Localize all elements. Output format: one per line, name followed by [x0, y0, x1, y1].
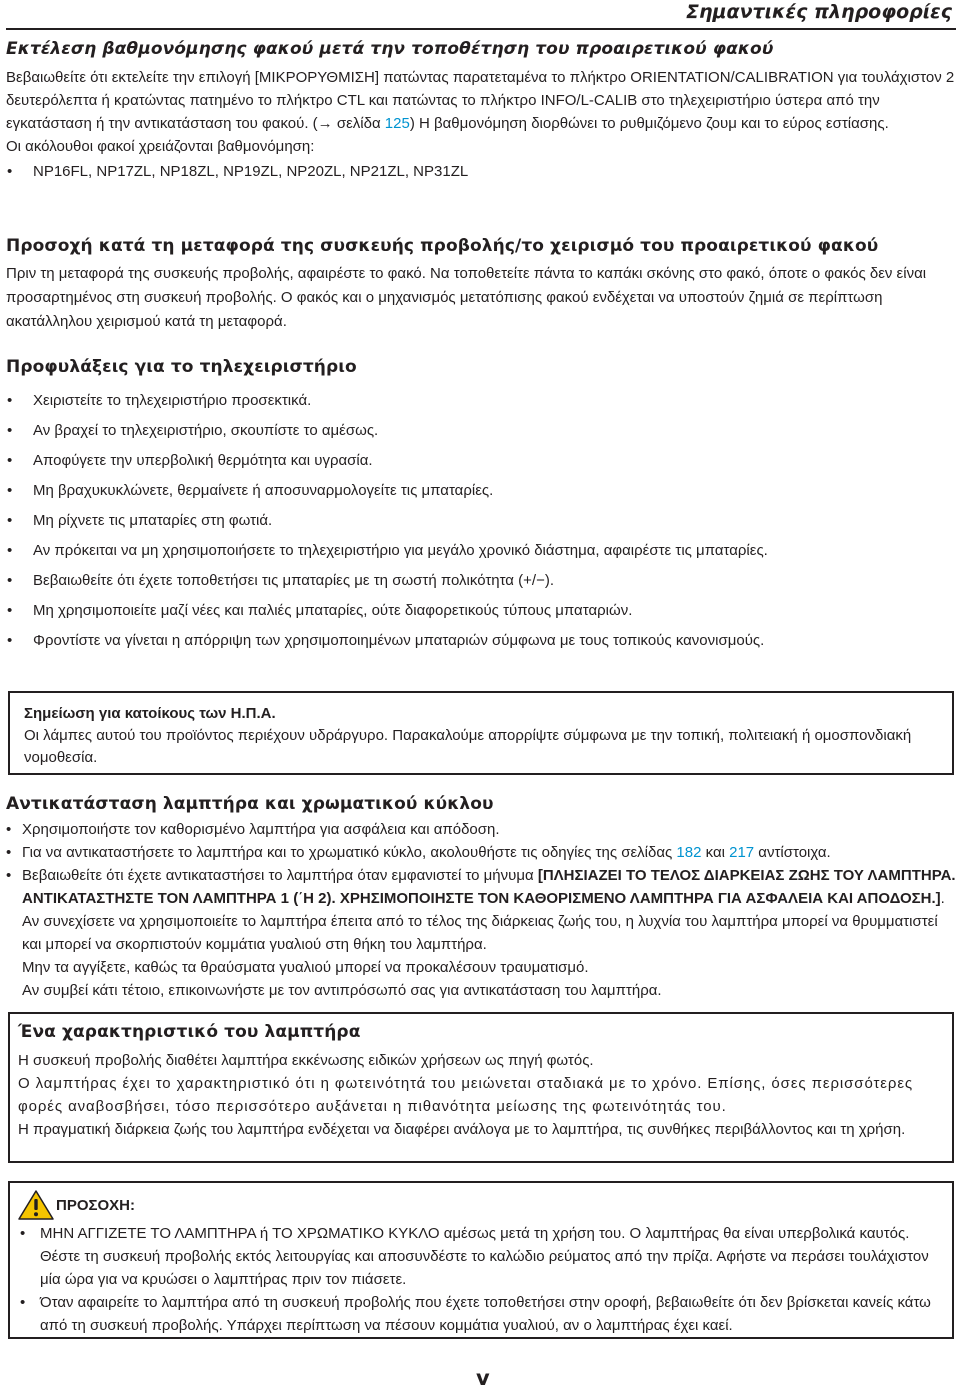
- header-rule: [6, 28, 956, 30]
- lamp-replacement-item: [6, 841, 956, 864]
- page-header-title: Σημαντικές πληροφορίες: [686, 1, 952, 23]
- remote-item: • Φροντίστε να γίνεται η απόρριψη των χρησιμοποιημένων μπαταριών σύμφωνα με τους τοπικούς κανονισμούς.: [6, 626, 956, 656]
- remote-item: • Μη χρησιμοποιείτε μαζί νέες και παλιές μπαταρίες, ούτε διαφορετικούς τύπους μπαταριών.: [6, 596, 956, 626]
- remote-item: • Αποφύγετε την υπερβολική θερμότητα και υγρασία.: [6, 446, 956, 476]
- lamp-replacement-text: Για να αντικαταστήσετε το λαμπτήρα και το χρωματικό κύκλο, ακολουθήστε τις οδηγίες της σελίδας: [22, 844, 677, 861]
- calibration-lenses-intro: Οι ακόλουθοι φακοί χρειάζονται βαθμονόμηση:: [6, 138, 315, 155]
- caution-header: [18, 1191, 944, 1219]
- transport-text: Πριν τη μεταφορά της συσκευής προβολής, αφαιρέστε το φακό. Να τοποθετείτε πάντα το καπάκι σκόνης στο φακό, όποτε ο φακός δεν είναι προσαρτημένος στη συσκευή προβολής. Ο φακός και ο μηχανισμός μετατόπισης φακού ενδέχεται να υποστούν ζημιά σε περίπτωση ακατάλληλου χειρισμού κατά τη μεταφορά.: [6, 265, 927, 330]
- lamp-replacement-list: [6, 818, 956, 956]
- lamp-replacement-text: αντίστοιχα.: [754, 844, 831, 861]
- remote-list: [6, 386, 956, 656]
- calibration-text-a: Βεβαιωθείτε ότι εκτελείτε την επιλογή [ΜΙΚΡΟΡΥΘΜΙΣΗ] πατώντας παρατεταμένα το πλήκτρο ORIENTATION/CALIBRATION για τουλάχιστον 2 δευτερόλεπτα ή κρατώντας πατημένο το πλήκτρο CTL και πατώντας το πλήκτρο INFO/L-CALIB στο τηλεχειριστήριο ύστερα από την εγκατάσταση ή την αντικατάσταση του φακού. (→ σελίδα: [6, 69, 955, 132]
- lamp-replacement-heading: Αντικατάσταση λαμπτήρα και χρωματικού κύκλου: [6, 794, 494, 814]
- lamp-feature-text: Ο λαμπτήρας έχει το χαρακτηριστικό ότι η φωτεινότητά του μειώνεται σταδιακά με το χρόνο. Επίσης, όσες περισσότερες φορές αναβοσβήσει, τόσο περισσότερο αυξάνεται η πιθανότητα μείωσης της φωτεινότητάς του.: [18, 1075, 914, 1115]
- remote-item: • Μη βραχυκυκλώνετε, θερμαίνετε ή αποσυναρμολογείτε τις μπαταρίες.: [6, 476, 956, 506]
- lamp-feature-box: [8, 1012, 954, 1163]
- calibration-heading: Εκτέλεση βαθμονόμησης φακού μετά την τοποθέτηση του προαιρετικού φακού: [6, 39, 774, 59]
- caution-box: [8, 1181, 954, 1339]
- remote-item: • Χειριστείτε το τηλεχειριστήριο προσεκτικά.: [6, 386, 956, 416]
- calibration-text-b: ) Η βαθμονόμηση διορθώνει το ρυθμιζόμενο ζουμ και το εύρος εστίασης.: [409, 115, 889, 132]
- lamp-feature-text: Η πραγματική διάρκεια ζωής του λαμπτήρα ενδέχεται να διαφέρει ανάλογα με το λαμπτήρα, τις συνθήκες περιβάλλοντος και τη χρήση.: [18, 1121, 906, 1138]
- transport-section: [6, 236, 956, 334]
- remote-item: • Αν βραχεί το τηλεχειριστήριο, σκουπίστε το αμέσως.: [6, 416, 956, 446]
- calibration-section: [6, 39, 956, 183]
- remote-section: [6, 357, 956, 656]
- page-link-217[interactable]: 217: [729, 844, 755, 861]
- lamp-replacement-continuation: Αν συμβεί κάτι τέτοιο, επικοινωνήστε με τον αντιπρόσωπό σας για αντικατάσταση του λαμπτήρα.: [22, 982, 662, 999]
- us-note-text: Οι λάμπες αυτού του προϊόντος περιέχουν υδράργυρο. Παρακαλούμε απορρίψτε σύμφωνα με την τοπική, πολιτειακή ή ομοσπονδιακή νομοθεσία.: [24, 727, 912, 766]
- transport-heading: Προσοχή κατά τη μεταφορά της συσκευής προβολής/το χειρισμό του προαιρετικού φακού: [6, 236, 879, 256]
- page-number: v: [476, 1366, 490, 1390]
- remote-item: • Αν πρόκειται να μη χρησιμοποιήσετε το τηλεχειριστήριο για μεγάλο χρονικό διάστημα, αφαιρέστε τις μπαταρίες.: [6, 536, 956, 566]
- page-link-125[interactable]: 125: [384, 115, 410, 132]
- lamp-feature-text: Η συσκευή προβολής διαθέτει λαμπτήρα εκκένωσης ειδικών χρήσεων ως πηγή φωτός.: [18, 1052, 594, 1069]
- page-link-182[interactable]: 182: [676, 844, 702, 861]
- lamp-feature-heading: Ένα χαρακτηριστικό του λαμπτήρα: [18, 1022, 361, 1042]
- caution-item: • Όταν αφαιρείτε το λαμπτήρα από τη συσκευή προβολής που έχετε τοποθετήσει στην οροφή, βεβαιωθείτε ότι δεν βρίσκεται κανείς κάτω από τη συσκευή προβολής. Υπάρχει περίπτωση να πέσουν κομμάτια γυαλιού, αν ο λαμπτήρας έχει καεί.: [18, 1291, 944, 1337]
- lamp-replacement-section: [6, 794, 956, 1002]
- lamp-replacement-text: και: [701, 844, 730, 861]
- remote-item: • Βεβαιωθείτε ότι έχετε τοποθετήσει τις μπαταρίες με τη σωστή πολικότητα (+/−).: [6, 566, 956, 596]
- remote-item: • Μη ρίχνετε τις μπαταρίες στη φωτιά.: [6, 506, 956, 536]
- us-note-title: Σημείωση για κατοίκους των Η.Π.Α.: [24, 705, 276, 722]
- lens-list: [6, 160, 956, 183]
- us-residents-note-box: [8, 691, 954, 775]
- remote-heading: Προφυλάξεις για το τηλεχειριστήριο: [6, 357, 357, 377]
- caution-list: [18, 1222, 944, 1337]
- lamp-replacement-text: . Αν συνεχίσετε να χρησιμοποιείτε το λαμπτήρα έπειτα από το τέλος της διάρκειας ζωής του, η λυχνία του λαμπτήρα μπορεί να θρυμματιστεί και μπορεί να σκορπιστούν κομμάτια γυαλιού στη θήκη του λαμπτήρα.: [22, 890, 945, 953]
- warning-triangle-icon: [18, 1190, 54, 1220]
- lamp-warning-message: [ΠΛΗΣΙΑΖΕΙ ΤΟ ΤΕΛΟΣ ΔΙΑΡΚΕΙΑΣ ΖΩΗΣ ΤΟΥ ΛΑΜΠΤΗΡΑ. ΑΝΤΙΚΑΤΑΣΤΗΣΤΕ ΤΟΝ ΛΑΜΠΤΗΡΑ 1 (΄Η 2). ΧΡΗΣΙΜΟΠΟΙΗΣΤΕ ΤΟΝ ΚΑΘΟΡΙΣΜΕΝΟ ΛΑΜΠΤΗΡΑ ΓΙΑ ΑΣΦΑΛΕΙΑ ΚΑΙ ΑΠΟΔΟΣΗ.]: [22, 867, 956, 907]
- lamp-replacement-item: • Χρησιμοποιήστε τον καθορισμένο λαμπτήρα για ασφάλεια και απόδοση.: [6, 818, 956, 841]
- lens-list-item: • NP16FL, NP17ZL, NP18ZL, NP19ZL, NP20ZL, NP21ZL, NP31ZL: [6, 160, 956, 183]
- caution-title: ΠΡΟΣΟΧΗ:: [56, 1196, 136, 1214]
- lamp-replacement-text: Βεβαιωθείτε ότι έχετε αντικαταστήσει το λαμπτήρα όταν εμφανιστεί το μήνυμα: [22, 867, 538, 884]
- lamp-replacement-item: [6, 864, 956, 956]
- caution-item: • ΜΗΝ ΑΓΓΙΖΕΤΕ ΤΟ ΛΑΜΠΤΗΡΑ ή ΤΟ ΧΡΩΜΑΤΙΚΟ ΚΥΚΛΟ αμέσως μετά τη χρήση του. Ο λαμπτήρας θα είναι υπερβολικά καυτός. Θέστε τη συσκευή προβολής εκτός λειτουργίας και αποσυνδέστε το καλώδιο ρεύματος από την πρίζα. Αφήστε να περάσει τουλάχιστον μία ώρα για να κρυώσει ο λαμπτήρας πριν τον πιάσετε.: [18, 1222, 944, 1291]
- calibration-paragraph: [6, 66, 956, 135]
- lamp-replacement-continuation: Μην τα αγγίξετε, καθώς τα θραύσματα γυαλιού μπορεί να προκαλέσουν τραυματισμό.: [22, 959, 589, 976]
